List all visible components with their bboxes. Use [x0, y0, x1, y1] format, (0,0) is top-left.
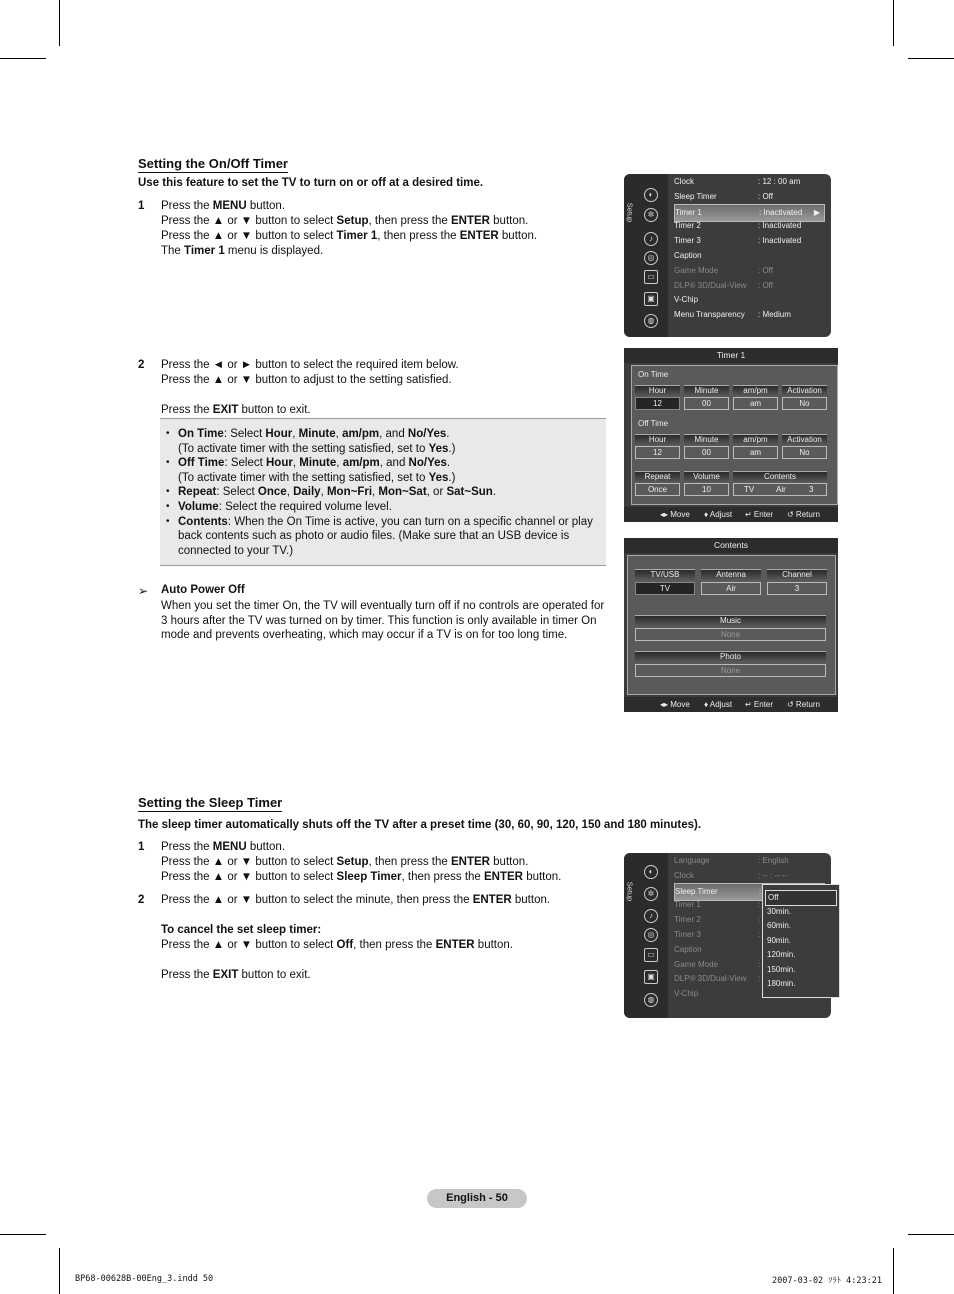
on-hour-caption: Hour [635, 385, 680, 396]
menu-item-label: Game Mode [674, 959, 719, 969]
bullet-text: . [492, 486, 497, 499]
menu-sidebar [624, 174, 668, 337]
bullet-keyword: Volume [178, 500, 219, 513]
menu-item[interactable] [674, 308, 825, 322]
step-text: The [161, 245, 185, 257]
enter-hint: ↵ Enter [745, 510, 774, 519]
on-minute-caption: Minute [684, 385, 729, 396]
menu-item-label: Timer 3 [674, 236, 701, 246]
sleep-option[interactable]: 60min. [767, 921, 792, 930]
sleep-option[interactable]: 120min. [767, 950, 796, 959]
menu-item[interactable] [674, 293, 825, 307]
menu-item-value: : [758, 915, 761, 925]
note-bullet [178, 500, 602, 515]
step-line [161, 229, 537, 244]
menu-item-value: : -- : -- -- [758, 870, 788, 880]
on-activation-field[interactable]: No [782, 397, 827, 410]
bullet-text: back contents such as photo or audio files. (Make sure that an USB device is [178, 530, 570, 543]
bullet-keyword: Daily [293, 486, 321, 499]
note-bullet [178, 471, 602, 486]
step-number: 2 [138, 894, 145, 906]
step-keyword: To cancel the set sleep timer: [161, 924, 322, 936]
sleep-option[interactable]: 180min. [767, 979, 796, 988]
timer1-title: Timer 1 [624, 348, 838, 363]
step-text: , then press the [401, 871, 485, 883]
bullet-keyword: am/pm [342, 457, 380, 470]
step-line [161, 403, 459, 418]
bullet-text: : Select the required volume level. [218, 500, 392, 513]
step-text: Press the ▲ or ▼ button to adjust to the setting satisfied. [161, 374, 452, 386]
step-line [161, 358, 459, 373]
timer1-dialog [624, 348, 838, 522]
bullet-keyword: Once [257, 486, 287, 499]
menu-item[interactable] [674, 175, 825, 189]
menu-item-label: Game Mode [674, 265, 719, 275]
sleep-option[interactable]: 90min. [767, 935, 792, 945]
contents-channel: 3 [809, 485, 814, 494]
repeat-caption: Repeat [635, 471, 680, 482]
note-bullet [178, 529, 602, 544]
step-keyword: ENTER [450, 856, 490, 868]
bullet-keyword: Sat~Sun [446, 486, 493, 499]
menu-item-value: : [759, 886, 762, 896]
step-text: Press the [161, 200, 213, 212]
bullet-keyword: Repeat [178, 486, 217, 499]
bullet-text: , and [379, 428, 408, 440]
input-icon: ▭ [644, 270, 658, 284]
step-keyword: Off [336, 939, 354, 951]
footer-file-info: BP68-00628B-00Eng_3.indd 50 [75, 1274, 214, 1284]
step-text: Press the ▲ or ▼ button to select [161, 856, 337, 868]
step-line [161, 908, 550, 923]
timer1-footer [624, 507, 838, 522]
step-keyword: ENTER [459, 230, 499, 242]
tip-body [161, 599, 604, 643]
off-hour-caption: Hour [635, 434, 680, 445]
note-bullet [178, 442, 602, 457]
step-text: button. [511, 894, 551, 906]
menu-item-value: : Off [758, 191, 773, 201]
note-bullet [178, 485, 602, 500]
step-line [161, 244, 537, 259]
tip-line: mode and prevents overheating, which may occur if a TV is on for too long time. [161, 629, 568, 641]
step-number: 1 [138, 200, 145, 212]
sleep-option[interactable]: 30min. [767, 906, 792, 916]
step-text: Press the [161, 969, 213, 981]
enter-hint: ↵ Enter [745, 700, 774, 709]
step-number: 2 [138, 359, 145, 371]
bullet-keyword: Mon~Fri [326, 486, 373, 499]
photo-field[interactable]: None [635, 664, 826, 677]
sleep-option[interactable]: 150min. [767, 964, 796, 974]
crop-mark [0, 58, 46, 59]
bullet-keyword: Minute [298, 428, 336, 440]
return-hint: ↺ Return [787, 700, 820, 709]
setup-menu-screenshot [624, 174, 831, 337]
submenu-arrow-icon: ▶ [813, 207, 820, 217]
bullet-keyword: Off Time [178, 457, 225, 470]
step-text: button. [498, 230, 538, 242]
move-hint: ◂▸ Move [660, 700, 690, 709]
step-text: , then press the [353, 939, 436, 951]
menu-item-label: Clock [674, 177, 695, 186]
note-box [160, 418, 606, 566]
bullet-text: (To activate timer with the setting satisfied, set to [178, 471, 429, 484]
bullet-text: , and [379, 457, 409, 470]
step-line [161, 923, 550, 938]
step-line [161, 373, 459, 388]
menu-item[interactable] [674, 190, 825, 204]
tvusb-caption: TV/USB [635, 569, 695, 580]
menu-item-label: Caption [674, 251, 702, 260]
step-text: button. [523, 871, 562, 883]
menu-item-label: Language [674, 856, 710, 865]
step-line [161, 953, 550, 968]
step-keyword: MENU [212, 841, 247, 853]
step-keyword: Setup [336, 215, 369, 227]
bullet-text: . [446, 457, 451, 470]
menu-item-value: : Off [758, 280, 773, 290]
bullet-keyword: No/Yes [407, 428, 447, 440]
sound-icon: ♪ [644, 909, 658, 923]
step-line [161, 214, 537, 229]
step-line [161, 199, 537, 214]
off-activation-field[interactable]: No [782, 446, 827, 459]
menu-item-label: V-Chip [674, 989, 699, 999]
sleep-option[interactable]: Off [765, 890, 837, 906]
contents-source: TV [744, 485, 755, 494]
step-line [161, 893, 550, 908]
step-keyword: ENTER [484, 871, 523, 883]
on-time-label: On Time [638, 370, 669, 379]
menu-item-value: : Inactivated [759, 207, 803, 217]
menu-item-value: : [758, 974, 761, 984]
input-icon: ▭ [644, 948, 658, 962]
bullet-text: , [292, 428, 299, 440]
bullet-keyword: Hour [265, 428, 293, 440]
crop-mark [893, 0, 894, 46]
music-field[interactable]: None [635, 628, 826, 641]
contents-caption: Contents [733, 471, 827, 482]
antenna-caption: Antenna [701, 569, 761, 580]
off-time-label: Off Time [638, 419, 669, 428]
crop-mark [59, 0, 60, 46]
section-lead: Use this feature to set the TV to turn on or off at a desired time. [138, 177, 484, 189]
channel-icon: ◎ [644, 928, 658, 942]
setup-gear-icon: ✲ [644, 887, 658, 901]
bullet-keyword: Contents [178, 515, 228, 528]
step-text: , then press the [368, 215, 451, 227]
picture-icon: ◐ [644, 865, 658, 879]
bullet-text: , [335, 428, 343, 440]
off-hour-field[interactable]: 12 [635, 446, 680, 459]
step-text: button. [246, 841, 286, 853]
support-icon: ◍ [644, 314, 658, 328]
note-bullet [178, 544, 602, 559]
section-heading-sleep-timer: Setting the Sleep Timer [138, 795, 283, 810]
bullet-text: .) [448, 442, 456, 455]
step-keyword: EXIT [212, 404, 239, 416]
menu-item-value: : Inactivated [758, 236, 802, 246]
menu-item[interactable] [674, 264, 825, 278]
bullet-text: : Select [216, 486, 258, 499]
menu-item[interactable] [674, 219, 825, 233]
menu-item-label: Timer 2 [674, 221, 701, 231]
menu-item-label: Caption [674, 944, 702, 954]
menu-item-value: : English [758, 856, 789, 865]
off-activation-caption: Activation [782, 434, 827, 445]
bullet-keyword: Yes [428, 442, 449, 455]
step-text: button. [489, 856, 529, 868]
step-text: button. [474, 939, 513, 951]
step-text: button to exit. [238, 404, 311, 416]
step-keyword: Timer 1 [184, 245, 225, 257]
step-text: , then press the [368, 856, 451, 868]
bullet-keyword: Yes [428, 471, 449, 484]
support-icon: ◍ [644, 993, 658, 1007]
step-line [161, 388, 459, 403]
bullet-keyword: Mon~Sat [378, 486, 427, 499]
menu-item-value: : [758, 959, 761, 969]
menu-item[interactable] [674, 869, 825, 883]
volume-field[interactable]: 10 [684, 483, 729, 496]
step-keyword: Timer 1 [336, 230, 378, 242]
off-ampm-caption: am/pm [733, 434, 778, 445]
menu-sidebar [624, 853, 668, 1018]
step-keyword: ENTER [435, 939, 475, 951]
step-text: button to exit. [238, 969, 311, 981]
menu-item[interactable] [674, 249, 825, 263]
bullet-keyword: Hour [266, 457, 293, 470]
contents-antenna: Air [776, 485, 786, 494]
bullet-text: , [286, 486, 294, 499]
contents-title: Contents [624, 538, 838, 553]
step-keyword: ENTER [472, 894, 512, 906]
step-text: Press the [161, 404, 213, 416]
photo-caption: Photo [635, 651, 826, 662]
menu-item[interactable] [674, 234, 825, 248]
step-text: Press the ▲ or ▼ button to select [161, 230, 337, 242]
section-heading-onoff-timer: Setting the On/Off Timer [138, 156, 288, 171]
step-keyword: MENU [212, 200, 247, 212]
bullet-text: connected to your TV.) [178, 544, 294, 557]
menu-item-value: : Off [758, 265, 773, 275]
step-number: 1 [138, 841, 145, 853]
menu-item-label: Timer 1 [674, 900, 701, 910]
menu-item-value: : [758, 930, 761, 939]
tip-line: 3 hours after the TV was turned on by timer. This function is only available in timer On [161, 614, 597, 627]
menu-item-label: Menu Transparency [674, 310, 745, 320]
volume-caption: Volume [684, 471, 729, 482]
adjust-hint: ♦ Adjust [704, 700, 733, 709]
menu-item-value: : 12 : 00 am [758, 177, 801, 186]
crop-mark [0, 1234, 46, 1235]
menu-item-label: Sleep Timer [675, 886, 718, 896]
contents-dialog [624, 538, 838, 712]
crop-mark [59, 1248, 60, 1294]
off-minute-field[interactable]: 00 [684, 446, 729, 459]
return-hint: ↺ Return [787, 510, 820, 519]
on-activation-caption: Activation [782, 385, 827, 396]
menu-item-label: Clock [674, 870, 695, 880]
adjust-hint: ♦ Adjust [704, 510, 733, 519]
bullet-text: , [320, 486, 327, 499]
step-keyword: Sleep Timer [336, 871, 402, 883]
step-text: Press the ▲ or ▼ button to select [161, 939, 337, 951]
bullet-text: , [372, 486, 379, 499]
section-lead: The sleep timer automatically shuts off the TV after a preset time (30, 60, 90, 120, 150 and 180 minutes). [138, 819, 702, 831]
bullet-keyword: am/pm [342, 428, 380, 440]
picture-icon: ◐ [644, 188, 658, 202]
step-keyword: ENTER [450, 215, 490, 227]
channel-caption: Channel [767, 569, 827, 580]
bullet-text: : Select [223, 428, 266, 440]
step-line [161, 870, 561, 885]
tvusb-field[interactable]: TV [635, 582, 695, 595]
menu-item[interactable] [674, 854, 825, 868]
off-minute-caption: Minute [684, 434, 729, 445]
crop-mark [893, 1248, 894, 1294]
menu-item-label: Timer 3 [674, 930, 701, 939]
move-hint: ◂▸ Move [660, 510, 690, 519]
setup-gear-icon: ✲ [644, 208, 658, 222]
bullet-keyword: No/Yes [408, 457, 447, 470]
step-keyword: EXIT [212, 969, 239, 981]
step-line [161, 968, 550, 983]
music-caption: Music [635, 615, 826, 626]
repeat-field[interactable]: Once [635, 483, 680, 496]
tip-title: Auto Power Off [161, 584, 245, 596]
bullet-text: (To activate timer with the setting satisfied, set to [178, 442, 429, 455]
bullet-text: , [292, 457, 300, 470]
crop-mark [908, 58, 954, 59]
bullet-text: : Select [224, 457, 266, 470]
note-bullet [178, 456, 602, 471]
bullet-keyword: Minute [299, 457, 337, 470]
menu-item-label: Timer 2 [674, 915, 701, 925]
on-minute-field[interactable]: 00 [684, 397, 729, 410]
bullet-text: , [336, 457, 343, 470]
menu-item[interactable] [674, 279, 825, 293]
on-ampm-field[interactable]: am [733, 397, 778, 410]
step-line [161, 840, 561, 855]
crop-mark [908, 1234, 954, 1235]
menu-item-label: V-Chip [674, 295, 699, 305]
page-number-badge: English - 50 [427, 1189, 527, 1208]
menu-item-value: : Medium [758, 310, 791, 320]
bullet-text: . [446, 428, 450, 440]
bullet-keyword: On Time [178, 428, 224, 440]
on-hour-field[interactable]: 12 [635, 397, 680, 410]
pip-icon: ▣ [644, 970, 658, 984]
step-text: Press the ▲ or ▼ button to select [161, 871, 337, 883]
on-ampm-caption: am/pm [733, 385, 778, 396]
step-text: , then press the [377, 230, 460, 242]
step-line [161, 938, 550, 953]
note-bullet [178, 515, 602, 530]
step-text: button. [246, 200, 286, 212]
note-bullet [178, 427, 602, 442]
menu-item-label: DLP® 3D/Dual-View [674, 974, 747, 984]
menu-item-value: : Inactivated [758, 221, 802, 231]
step-text: Press the [161, 841, 213, 853]
bullet-text: : When the On Time is active, you can turn on a specific channel or play [227, 515, 593, 528]
sleep-timer-options-popup [762, 884, 840, 998]
menu-item-value: : [758, 900, 761, 910]
menu-item-label: Sleep Timer [674, 191, 717, 201]
contents-field[interactable] [733, 483, 827, 496]
pip-icon: ▣ [644, 292, 658, 306]
step-text: Press the ▲ or ▼ button to select the minute, then press the [161, 894, 473, 906]
step-text: menu is displayed. [224, 245, 324, 257]
step-text: Press the ◄ or ► button to select the required item below. [161, 359, 459, 371]
bullet-text: .) [448, 471, 456, 484]
setup-side-label: Setup [625, 881, 635, 902]
step-line [161, 855, 561, 870]
step-text: button. [489, 215, 529, 227]
channel-icon: ◎ [644, 251, 658, 265]
off-ampm-field[interactable]: am [733, 446, 778, 459]
channel-field[interactable]: 3 [767, 582, 827, 595]
tip-line: When you set the timer On, the TV will eventually turn off if no controls are operated for [161, 600, 605, 612]
step-keyword: Setup [336, 856, 369, 868]
setup-side-label: Setup [625, 202, 635, 223]
antenna-field[interactable]: Air [701, 582, 761, 595]
sound-icon: ♪ [644, 232, 658, 246]
bullet-text: , or [426, 486, 447, 499]
tip-arrow-icon: ➢ [138, 584, 149, 598]
menu-item-label: Timer 1 [675, 207, 702, 217]
contents-footer [624, 697, 838, 712]
footer-timestamp: 2007-03-02 ｿﾗﾄ 4:23:21 [772, 1276, 882, 1286]
menu-item-label: DLP® 3D/Dual-View [674, 280, 747, 290]
step-text: Press the ▲ or ▼ button to select [161, 215, 337, 227]
